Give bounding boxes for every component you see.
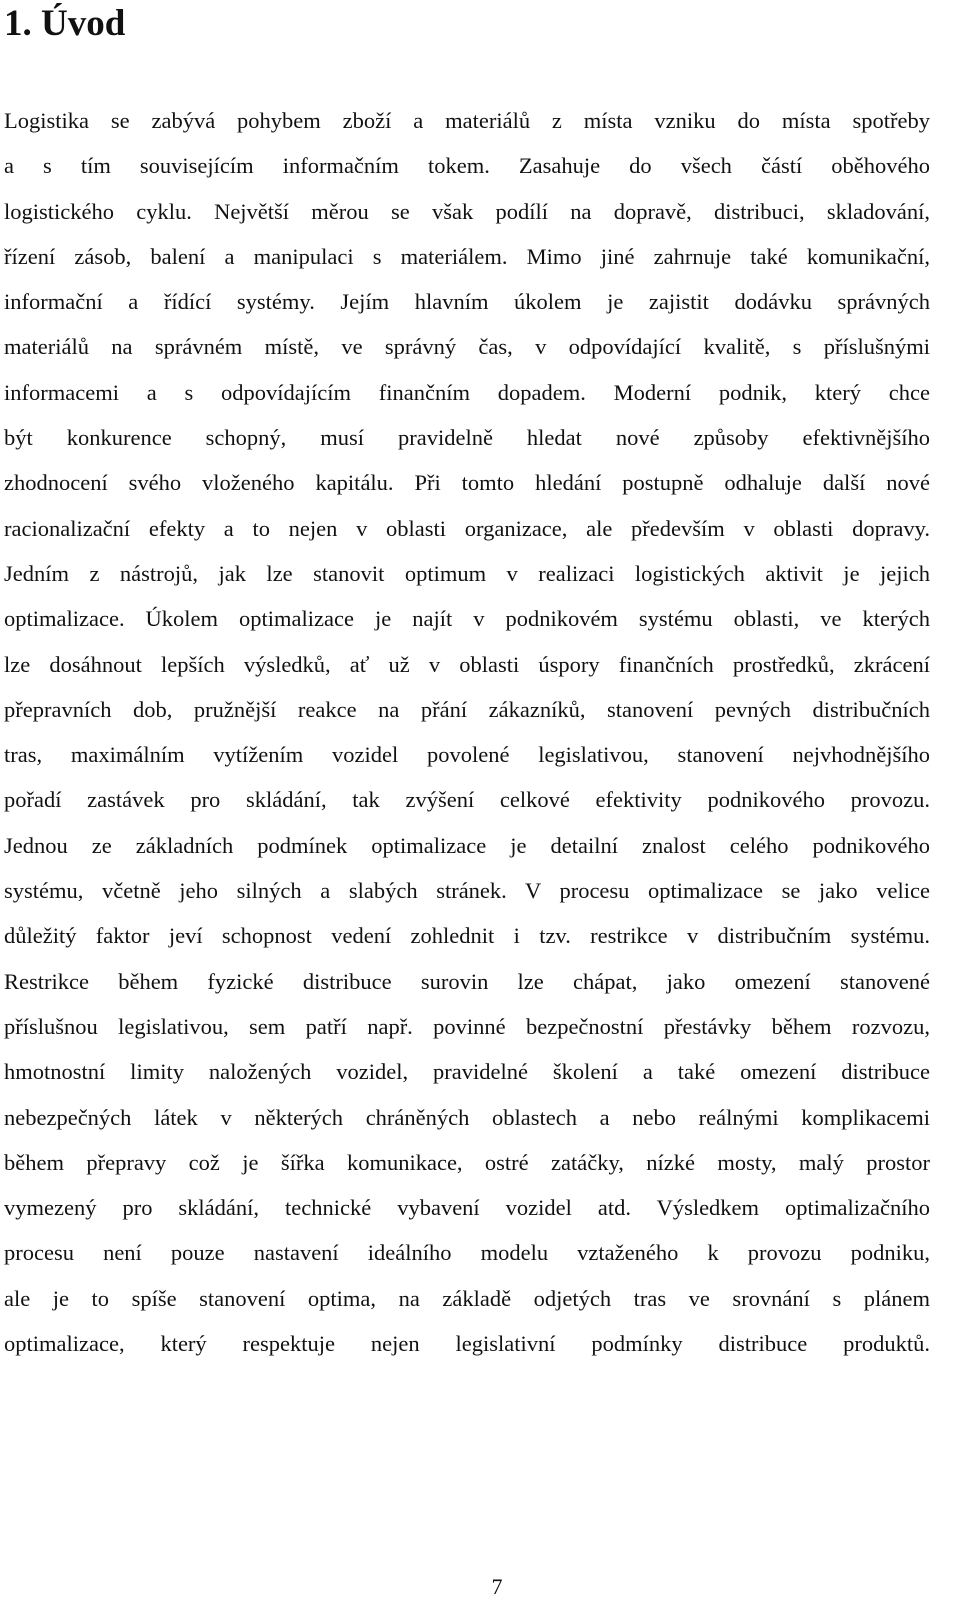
- paragraph-line: Jednou ze základních podmínek optimalizace je detailní znalost celého podnikového: [4, 832, 930, 858]
- section-heading: 1. Úvod: [4, 3, 126, 44]
- paragraph-line: nebezpečných látek v některých chráněných oblastech a nebo reálnými komplikacemi: [4, 1104, 930, 1130]
- paragraph-line: lze dosáhnout lepších výsledků, ať už v oblasti úspory finančních prostředků, zkrácení: [4, 651, 930, 677]
- paragraph-line: informacemi a s odpovídajícím finančním dopadem. Moderní podnik, který chce: [4, 379, 930, 405]
- paragraph-line: informační a řídící systémy. Jejím hlavním úkolem je zajistit dodávku správných: [4, 289, 930, 315]
- paragraph-line: optimalizace, který respektuje nejen legislativní podmínky distribuce produktů.: [4, 1331, 930, 1357]
- paragraph-line: materiálů na správném místě, ve správný čas, v odpovídající kvalitě, s příslušnými: [4, 334, 930, 360]
- paragraph-line: být konkurence schopný, musí pravidelně hledat nové způsoby efektivnějšího: [4, 425, 930, 451]
- paragraph-line: pořadí zastávek pro skládání, tak zvýšení celkové efektivity podnikového provozu.: [4, 787, 930, 813]
- paragraph-line: zhodnocení svého vloženého kapitálu. Při tomto hledání postupně odhaluje další nové: [4, 470, 930, 496]
- paragraph-line: racionalizační efekty a to nejen v oblasti organizace, ale především v oblasti dopravy.: [4, 515, 930, 541]
- paragraph-line: systému, včetně jeho silných a slabých stránek. V procesu optimalizace se jako velice: [4, 878, 930, 904]
- paragraph-line: logistického cyklu. Největší měrou se však podílí na dopravě, distribuci, skladování,: [4, 198, 930, 224]
- paragraph-line: a s tím souvisejícím informačním tokem. Zasahuje do všech částí oběhového: [4, 153, 930, 179]
- paragraph-line: vymezený pro skládání, technické vybavení vozidel atd. Výsledkem optimalizačního: [4, 1195, 930, 1221]
- paragraph-line: procesu není pouze nastavení ideálního modelu vztaženého k provozu podniku,: [4, 1240, 930, 1266]
- paragraph-line: Logistika se zabývá pohybem zboží a materiálů z místa vzniku do místa spotřeby: [4, 108, 930, 133]
- paragraph-line: během přepravy což je šířka komunikace, ostré zatáčky, nízké mosty, malý prostor: [4, 1149, 930, 1175]
- paragraph-line: optimalizace. Úkolem optimalizace je najít v podnikovém systému oblasti, ve kterých: [4, 606, 930, 632]
- paragraph-line: hmotnostní limity naložených vozidel, pravidelné školení a také omezení distribuce: [4, 1059, 930, 1085]
- paragraph-line: ale je to spíše stanovení optima, na základě odjetých tras ve srovnání s plánem: [4, 1285, 930, 1311]
- body-paragraph: [4, 98, 930, 1366]
- paragraph-line: příslušnou legislativou, sem patří např. povinné bezpečnostní přestávky během rozvozu,: [4, 1013, 930, 1039]
- paragraph-line: důležitý faktor jeví schopnost vedení zohlednit i tzv. restrikce v distribučním systému.: [4, 923, 930, 949]
- paragraph-line: Jedním z nástrojů, jak lze stanovit optimum v realizaci logistických aktivit je jejich: [4, 560, 930, 586]
- page-number: 7: [491, 1574, 503, 1599]
- paragraph-line: Restrikce během fyzické distribuce surovin lze chápat, jako omezení stanovené: [4, 968, 930, 994]
- paragraph-line: řízení zásob, balení a manipulaci s materiálem. Mimo jiné zahrnuje také komunikační,: [4, 243, 930, 269]
- paragraph-line: tras, maximálním vytížením vozidel povolené legislativou, stanovení nejvhodnějšího: [4, 742, 930, 768]
- paragraph-line: přepravních dob, pružnější reakce na přání zákazníků, stanovení pevných distribučních: [4, 696, 930, 722]
